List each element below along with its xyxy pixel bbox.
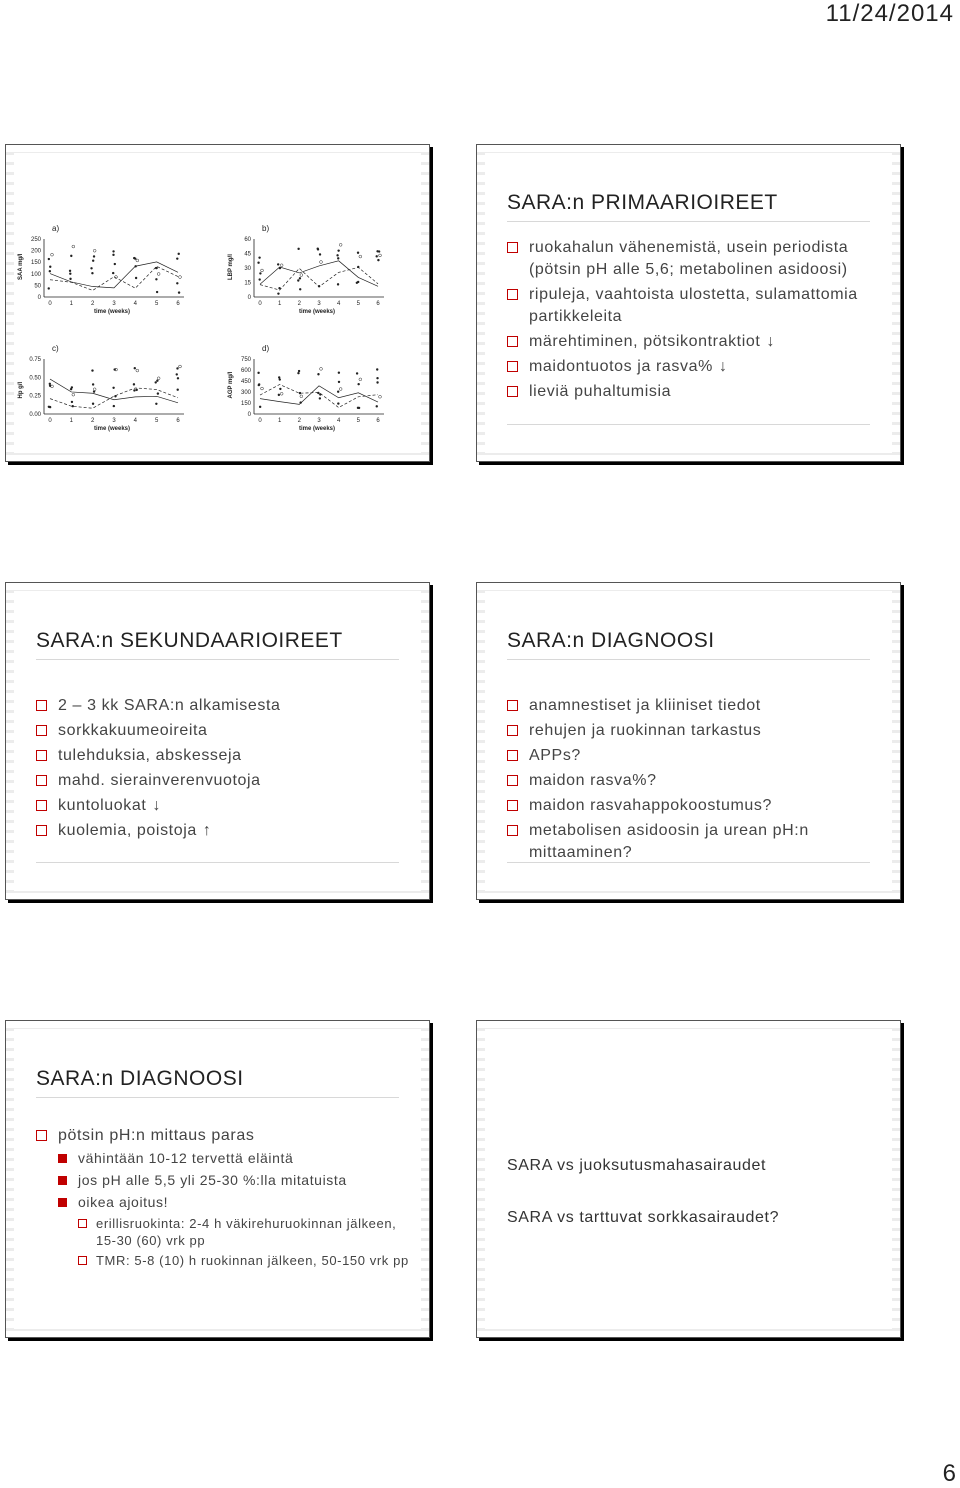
data-point	[93, 255, 95, 257]
series-line	[260, 267, 378, 290]
data-point	[337, 249, 339, 251]
data-point	[176, 257, 178, 259]
data-point	[320, 367, 323, 370]
list-item: sorkkakuumeoireita	[36, 720, 409, 742]
data-point	[297, 279, 299, 281]
data-point	[51, 253, 54, 256]
list-item: maidon rasvahappokoostumus?	[507, 795, 880, 817]
data-point	[49, 270, 51, 272]
arrow-down-icon: ↓	[766, 333, 776, 350]
x-tick-label: 4	[133, 418, 138, 424]
x-tick-label: 1	[277, 301, 282, 307]
data-point	[338, 372, 340, 374]
data-point	[280, 264, 283, 267]
data-point	[113, 405, 115, 407]
data-point	[136, 259, 139, 262]
x-tick-label: 5	[356, 301, 361, 307]
list-item: tulehduksia, abskesseja	[36, 745, 409, 767]
sub-sub-list-item: erillisruokinta: 2-4 h väkirehuruokinnan jälkeen, 15-30 (60) vrk pp	[78, 1215, 409, 1249]
data-point	[300, 274, 303, 277]
bullet-icon	[36, 775, 47, 786]
data-point	[93, 249, 96, 252]
bullet-icon	[507, 386, 518, 397]
sub-list	[36, 1149, 409, 1269]
data-point	[359, 378, 362, 381]
y-axis-label: Hp g/l	[18, 381, 24, 399]
x-tick-label: 5	[356, 418, 361, 424]
x-tick-label: 2	[297, 301, 302, 307]
data-point	[176, 282, 178, 284]
bullet-icon	[507, 800, 518, 811]
list-item: kuolemia, poistoja ↑	[36, 820, 409, 842]
bullet-icon	[36, 1130, 47, 1141]
data-point	[69, 270, 71, 272]
data-point	[278, 394, 280, 396]
comparison-line: SARA vs juoksutusmahasairaudet	[507, 1157, 767, 1174]
bullet-icon	[507, 361, 518, 372]
data-point	[69, 273, 71, 275]
y-axis-label: SAA mg/l	[18, 253, 24, 280]
list-item: rehujen ja ruokinnan tarkastus	[507, 720, 880, 742]
slide-title: SARA:n DIAGNOOSI	[507, 629, 715, 652]
data-point	[317, 247, 319, 249]
y-tick-label: 450	[240, 379, 251, 385]
data-point	[299, 288, 301, 290]
x-tick-label: 0	[48, 301, 52, 307]
bullet-icon	[36, 700, 47, 711]
data-point	[112, 272, 114, 274]
x-tick-label: 6	[376, 301, 380, 307]
slide-charts	[5, 144, 430, 462]
data-point	[356, 372, 358, 374]
data-point	[179, 365, 182, 368]
series-line	[50, 379, 178, 403]
data-point	[133, 389, 135, 391]
x-tick-label: 6	[176, 418, 180, 424]
x-axis-label: time (weeks)	[94, 426, 131, 432]
y-tick-label: 60	[244, 237, 251, 243]
x-tick-label: 0	[258, 301, 262, 307]
bullet-icon	[507, 700, 518, 711]
data-point	[337, 257, 339, 259]
data-point	[71, 401, 73, 403]
data-point	[93, 388, 96, 391]
data-point	[359, 255, 362, 258]
data-point	[299, 277, 301, 279]
data-point	[376, 255, 378, 257]
data-point	[279, 388, 281, 390]
bullet-icon	[507, 825, 518, 836]
data-point	[257, 262, 259, 264]
arrow-down-icon: ↓	[718, 358, 728, 375]
y-tick-label: 300	[240, 390, 251, 396]
x-axis-label: time (weeks)	[299, 426, 336, 432]
data-point	[336, 254, 338, 256]
data-point	[279, 378, 281, 380]
data-point	[176, 367, 178, 369]
data-point	[339, 243, 342, 246]
data-point	[337, 391, 339, 393]
data-point	[379, 254, 382, 257]
data-point	[135, 277, 137, 279]
data-point	[48, 258, 50, 260]
x-tick-label: 5	[154, 301, 159, 307]
slide-title: SARA:n PRIMAARIOIREET	[507, 191, 778, 214]
data-point	[261, 269, 264, 272]
series-line	[50, 266, 178, 290]
data-point	[69, 278, 71, 280]
x-tick-label: 2	[297, 418, 302, 424]
data-point	[298, 370, 300, 372]
y-tick-label: 50	[34, 283, 41, 290]
x-tick-label: 4	[336, 301, 341, 307]
data-point	[91, 369, 93, 371]
arrow-down-icon: ↓	[152, 797, 162, 814]
list-item: metabolisen asidoosin ja urean pH:n mittaaminen?	[507, 820, 880, 864]
data-point	[70, 255, 72, 257]
data-point	[112, 387, 114, 389]
data-point	[280, 392, 283, 395]
slide-diagnoosi-1	[476, 582, 901, 900]
data-point	[136, 389, 138, 391]
y-tick-label: 150	[30, 260, 41, 267]
data-point	[134, 367, 136, 369]
data-point	[90, 267, 92, 269]
data-point	[338, 381, 340, 383]
y-axis-label: AGP mg/l	[228, 371, 234, 399]
y-tick-label: 45	[244, 251, 251, 258]
data-point	[337, 283, 339, 285]
data-point	[261, 387, 264, 390]
data-point	[277, 292, 279, 294]
data-point	[319, 397, 321, 399]
slide-primaarioireet	[476, 144, 901, 462]
bullet-icon	[78, 1256, 87, 1265]
data-point	[258, 256, 260, 258]
y-tick-label: 600	[240, 368, 251, 374]
data-point	[177, 388, 179, 390]
chart-panel	[18, 344, 184, 432]
bullet-icon	[58, 1154, 67, 1163]
bullet-icon	[507, 725, 518, 736]
bullet-icon	[507, 289, 518, 300]
data-point	[376, 405, 378, 407]
panel-label: c)	[52, 344, 59, 353]
y-tick-label: 15	[244, 280, 251, 287]
slide-title: SARA:n DIAGNOOSI	[36, 1067, 244, 1090]
list-item: kuntoluokat ↓	[36, 795, 409, 817]
data-point	[136, 369, 139, 372]
list-item: märehtiminen, pötsikontraktiot ↓	[507, 331, 880, 353]
data-point	[259, 272, 261, 274]
data-point	[48, 406, 50, 408]
y-tick-label: 750	[240, 357, 251, 363]
page-number: 6	[942, 1460, 956, 1487]
data-point	[320, 261, 323, 264]
x-tick-label: 0	[48, 418, 52, 424]
list-item: 2 – 3 kk SARA:n alkamisesta	[36, 695, 409, 717]
data-point	[156, 291, 158, 293]
x-tick-label: 3	[317, 418, 321, 424]
sub-list-item: jos pH alle 5,5 yli 25-30 %:lla mitatuista	[58, 1171, 409, 1190]
data-point	[48, 287, 50, 289]
data-point	[92, 260, 94, 262]
x-tick-label: 2	[90, 418, 95, 424]
y-tick-label: 0.25	[29, 393, 41, 400]
x-tick-label: 3	[317, 301, 321, 307]
bullet-icon	[36, 750, 47, 761]
data-point	[178, 291, 180, 293]
chart-panel	[18, 224, 184, 315]
x-tick-label: 3	[112, 301, 116, 307]
data-point	[112, 250, 114, 252]
data-point	[376, 377, 378, 379]
data-point	[92, 403, 94, 405]
data-point	[157, 392, 159, 394]
list-item: ruokahalun vähenemistä, usein periodista (pötsin pH alle 5,6; metabolinen asidoosi)	[507, 237, 880, 281]
bullet-icon	[507, 336, 518, 347]
data-point	[133, 257, 135, 259]
y-axis-label: LBP mg/l	[228, 254, 234, 280]
x-tick-label: 1	[69, 301, 74, 307]
data-point	[176, 373, 178, 375]
data-point	[72, 245, 75, 248]
y-tick-label: 0.50	[29, 375, 41, 382]
slide-vs	[476, 1020, 901, 1338]
data-point	[178, 253, 180, 255]
data-point	[92, 383, 94, 385]
x-tick-label: 4	[133, 301, 138, 307]
sub-list-item: oikea ajoitus!	[58, 1193, 409, 1212]
bullet-icon	[507, 242, 518, 253]
data-point	[377, 259, 379, 261]
arrow-up-icon: ↑	[202, 822, 212, 839]
slide-diagnoosi-2	[5, 1020, 430, 1338]
comparison-line: SARA vs tarttuvat sorkkasairaudet?	[507, 1209, 780, 1226]
list-item: lieviä puhaltumisia	[507, 381, 880, 403]
data-point	[70, 388, 72, 390]
x-tick-label: 2	[90, 301, 95, 307]
bullet-icon	[78, 1219, 87, 1228]
data-point	[378, 250, 380, 252]
data-point	[317, 373, 319, 375]
series-line	[50, 262, 178, 288]
y-tick-label: 200	[30, 248, 41, 255]
data-point	[337, 402, 339, 404]
list-item: pötsin pH:n mittaus paras	[36, 1125, 409, 1147]
slide-title: SARA:n SEKUNDAARIOIREET	[36, 629, 343, 652]
data-point	[155, 381, 157, 383]
data-point	[379, 395, 382, 398]
y-tick-label: 100	[30, 271, 41, 278]
data-point	[155, 278, 157, 280]
data-point	[155, 267, 157, 269]
x-tick-label: 0	[258, 418, 262, 424]
data-point	[177, 377, 179, 379]
data-point	[114, 263, 116, 265]
panel-label: b)	[262, 224, 270, 233]
series-line	[260, 384, 378, 407]
y-tick-label: 0	[37, 295, 41, 301]
sub-list-item: vähintään 10-12 tervettä eläintä	[58, 1149, 409, 1168]
data-point	[376, 381, 378, 383]
data-point	[277, 263, 279, 265]
bullet-icon	[507, 750, 518, 761]
data-point	[49, 266, 51, 268]
data-point	[300, 395, 303, 398]
x-tick-label: 1	[277, 418, 282, 424]
data-point	[258, 383, 260, 385]
x-tick-label: 6	[176, 301, 180, 307]
list-item: maidon rasva%?	[507, 770, 880, 792]
bullet-icon	[58, 1198, 67, 1207]
data-point	[157, 377, 160, 380]
y-tick-label: 0.75	[29, 357, 41, 363]
y-tick-label: 0	[247, 295, 251, 301]
data-point	[297, 248, 299, 250]
x-tick-label: 5	[154, 418, 159, 424]
list-item: maidontuotos ja rasva% ↓	[507, 356, 880, 378]
list-item: ripuleja, vaahtoista ulostetta, sulamattomia partikkeleita	[507, 284, 880, 328]
bullet-icon	[36, 800, 47, 811]
list-item: APPs?	[507, 745, 880, 767]
y-tick-label: 0.00	[29, 412, 41, 418]
panel-label: a)	[52, 224, 60, 233]
list-item: anamnestiset ja kliiniset tiedot	[507, 695, 880, 717]
chart-panel	[228, 344, 384, 432]
y-tick-label: 250	[30, 237, 41, 243]
data-point	[357, 252, 359, 254]
bullet-icon	[58, 1176, 67, 1185]
x-tick-label: 4	[336, 418, 341, 424]
data-point	[72, 393, 75, 396]
list-item: mahd. sierainverenvuotoja	[36, 770, 409, 792]
data-point	[297, 372, 299, 374]
data-point	[357, 281, 359, 283]
chart-panel	[228, 224, 384, 315]
x-tick-label: 1	[69, 418, 74, 424]
data-point	[319, 253, 321, 255]
bullet-icon	[507, 775, 518, 786]
slide-sekundaarioireet	[5, 582, 430, 900]
acute-phase-protein-charts	[14, 153, 423, 455]
x-axis-label: time (weeks)	[299, 309, 336, 315]
print-date: 11/24/2014	[825, 0, 954, 27]
data-point	[155, 403, 157, 405]
data-point	[278, 376, 280, 378]
x-axis-label: time (weeks)	[94, 309, 131, 315]
data-point	[257, 372, 259, 374]
data-point	[376, 368, 378, 370]
data-point	[91, 272, 93, 274]
data-point	[179, 276, 182, 279]
data-point	[258, 278, 260, 280]
data-point	[339, 388, 342, 391]
bullet-icon	[36, 825, 47, 836]
data-point	[259, 406, 261, 408]
y-tick-label: 30	[244, 266, 251, 272]
data-point	[112, 254, 114, 256]
data-point	[357, 383, 359, 385]
bullet-icon	[36, 725, 47, 736]
panel-label: d)	[262, 344, 270, 353]
sub-sub-list-item: TMR: 5-8 (10) h ruokinnan jälkeen, 50-150 vrk pp	[78, 1252, 409, 1269]
data-point	[157, 273, 160, 276]
x-tick-label: 3	[112, 418, 116, 424]
data-point	[133, 383, 135, 385]
y-tick-label: 150	[240, 401, 251, 407]
x-tick-label: 6	[376, 418, 380, 424]
y-tick-label: 0	[247, 412, 251, 418]
data-point	[72, 405, 74, 407]
data-point	[358, 407, 360, 409]
